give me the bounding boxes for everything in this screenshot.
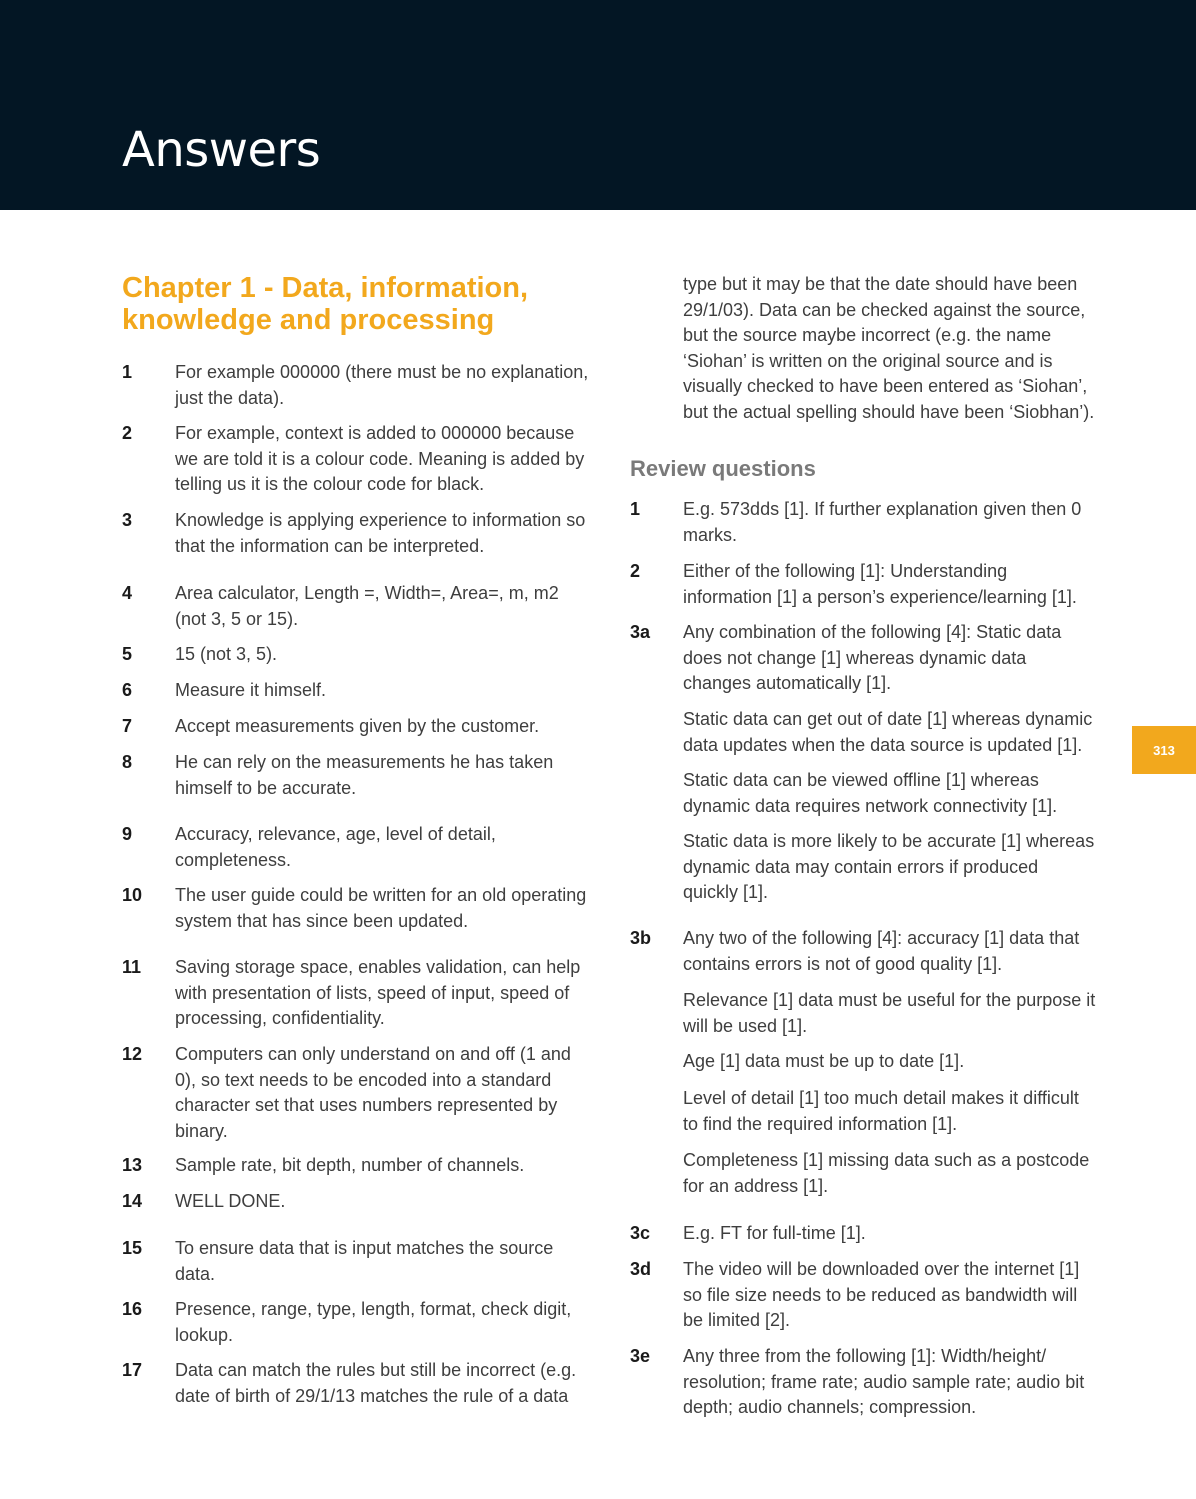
answer-number: 15 xyxy=(122,1238,143,1258)
answer-number: 3 xyxy=(122,510,133,530)
answer-text: For example 000000 (there must be no explanation, just the data). xyxy=(175,362,589,408)
answer-continuation: type but it may be that the date should have been 29/1/03). Data can be checked against the source, but the source maybe incorrect (e.g. the name ‘Siohan’ is written on the original source and is visually checked to have been entered as ‘Siohan’, but the actual spelling should have been ‘Siobhan’). xyxy=(683,274,1095,422)
answer-number: 5 xyxy=(122,644,133,664)
review-number: 3c xyxy=(630,1223,651,1243)
answer-number: 12 xyxy=(122,1044,143,1064)
review-sub-paragraph: Level of detail [1] too much detail makes it difficult to find the required information [1]. xyxy=(683,1088,1079,1134)
answer-number: 11 xyxy=(122,957,142,977)
answer-text: Accept measurements given by the customer. xyxy=(175,716,540,736)
page-title: Answers xyxy=(122,122,321,178)
answer-number: 4 xyxy=(122,583,133,603)
answer-text: WELL DONE. xyxy=(175,1191,286,1211)
answer-number: 16 xyxy=(122,1299,143,1319)
review-text: E.g. 573dds [1]. If further explanation given then 0 marks. xyxy=(683,499,1082,545)
review-text: Either of the following [1]: Understanding information [1] a person’s experience/learning [1]. xyxy=(683,561,1077,607)
answer-number: 7 xyxy=(122,716,133,736)
review-sub-paragraph: Static data is more likely to be accurate [1] whereas dynamic data may contain errors if produced quickly [1]. xyxy=(683,831,1095,902)
review-text: Any three from the following [1]: Width/height/ resolution; frame rate; audio sample rate; audio bit depth; audio channels; compression. xyxy=(683,1346,1085,1417)
review-number: 3d xyxy=(630,1259,652,1279)
review-sub-paragraph: Static data can be viewed offline [1] whereas dynamic data requires network connectivity [1]. xyxy=(683,770,1058,816)
answer-text: Accuracy, relevance, age, level of detail, completeness. xyxy=(175,824,496,870)
answer-text: For example, context is added to 000000 because we are told it is a colour code. Meaning is added by telling us it is the colour code for black. xyxy=(175,423,585,494)
answer-text: 15 (not 3, 5). xyxy=(175,644,278,664)
answer-text: Area calculator, Length =, Width=, Area=, m, m2 (not 3, 5 or 15). xyxy=(175,583,559,629)
review-questions-heading: Review questions xyxy=(630,456,816,481)
answer-number: 2 xyxy=(122,423,133,443)
answer-text: Sample rate, bit depth, number of channels. xyxy=(175,1155,525,1175)
answer-number: 1 xyxy=(122,362,133,382)
review-text: Any two of the following [4]: accuracy [1] data that contains errors is not of good quality [1]. xyxy=(683,928,1080,974)
page-number: 313 xyxy=(1153,742,1175,758)
answer-text: He can rely on the measurements he has taken himself to be accurate. xyxy=(175,752,554,798)
answer-text: The user guide could be written for an old operating system that has since been updated. xyxy=(175,885,587,931)
answer-number: 17 xyxy=(122,1360,143,1380)
answer-number: 10 xyxy=(122,885,143,905)
review-text: Any combination of the following [4]: Static data does not change [1] whereas dynamic data changes automatically [1]. xyxy=(683,622,1062,693)
chapter-title: Chapter 1 - Data, information, knowledge and processing xyxy=(122,272,529,336)
answer-number: 6 xyxy=(122,680,133,700)
answer-text: Saving storage space, enables validation, can help with presentation of lists, speed of input, speed of processing, confidentiality. xyxy=(175,957,581,1028)
answer-number: 14 xyxy=(122,1191,143,1211)
answer-number: 9 xyxy=(122,824,133,844)
page-header xyxy=(0,0,1196,210)
review-text: The video will be downloaded over the internet [1] so file size needs to be reduced as bandwidth will be limited [2]. xyxy=(683,1259,1080,1330)
review-number: 3a xyxy=(630,622,651,642)
review-number: 3b xyxy=(630,928,652,948)
answer-text: Knowledge is applying experience to information so that the information can be interpreted. xyxy=(175,510,586,556)
review-number: 3e xyxy=(630,1346,651,1366)
answer-text: Data can match the rules but still be incorrect (e.g. date of birth of 29/1/13 matches the rule of a data xyxy=(175,1360,577,1406)
answer-text: Measure it himself. xyxy=(175,680,327,700)
review-sub-paragraph: Age [1] data must be up to date [1]. xyxy=(683,1051,965,1071)
answer-text: Presence, range, type, length, format, check digit, lookup. xyxy=(175,1299,572,1345)
review-text: E.g. FT for full-time [1]. xyxy=(683,1223,866,1243)
answer-number: 13 xyxy=(122,1155,143,1175)
answer-number: 8 xyxy=(122,752,133,772)
review-sub-paragraph: Static data can get out of date [1] whereas dynamic data updates when the data source is updated [1]. xyxy=(683,709,1093,755)
page-number-tab xyxy=(1132,726,1196,774)
review-sub-paragraph: Completeness [1] missing data such as a postcode for an address [1]. xyxy=(683,1150,1090,1196)
review-number: 1 xyxy=(630,499,641,519)
review-sub-paragraph: Relevance [1] data must be useful for the purpose it will be used [1]. xyxy=(683,990,1096,1036)
review-number: 2 xyxy=(630,561,641,581)
answer-text: Computers can only understand on and off (1 and 0), so text needs to be encoded into a standard character set that uses numbers represented by binary. xyxy=(175,1044,571,1141)
answer-text: To ensure data that is input matches the source data. xyxy=(175,1238,554,1284)
